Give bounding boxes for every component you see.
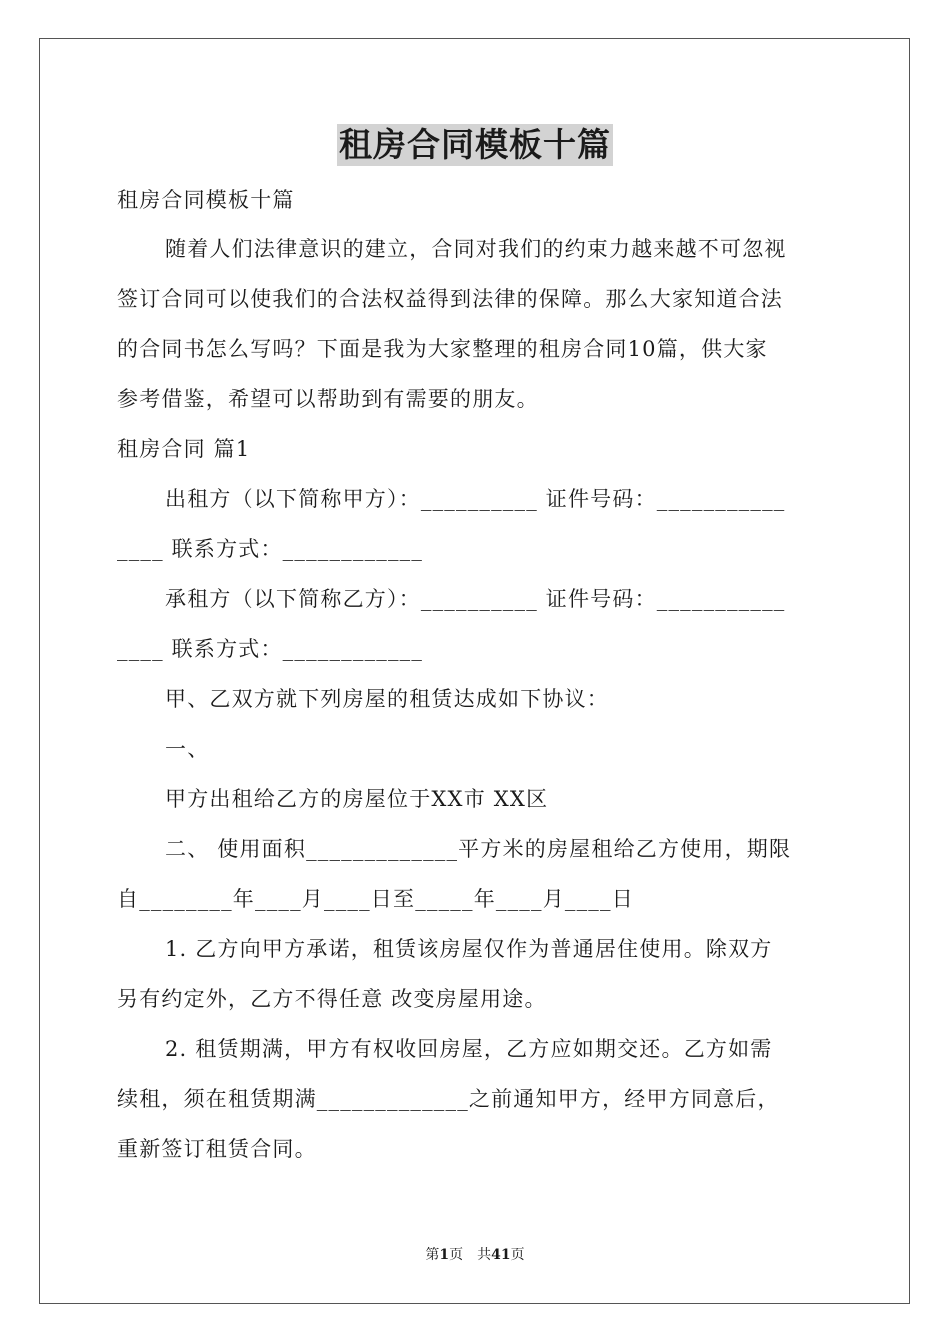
lessee-line: 承租方（以下简称乙方）：__________ 证件号码：___________ xyxy=(165,587,786,611)
intro-line-3: 的合同书怎么写吗？下面是我为大家整理的租房合同10篇，供大家 xyxy=(117,337,768,361)
agreement-intro-line: 甲、乙双方就下列房屋的租赁达成如下协议： xyxy=(165,687,609,711)
lessor-contact-line: ____ 联系方式：____________ xyxy=(117,537,424,561)
lessor-line: 出租方（以下简称甲方）：__________ 证件号码：___________ xyxy=(165,487,786,511)
item-2-line-2: 续租，须在租赁期满_____________之前通知甲方，经甲方同意后， xyxy=(117,1087,780,1111)
footer-prefix: 第 xyxy=(425,1247,440,1263)
clause-1-text: 甲方出租给乙方的房屋位于XX市 XX区 xyxy=(165,787,549,811)
item-2-line-1: 2. 租赁期满，甲方有权收回房屋，乙方应如期交还。乙方如需 xyxy=(165,1037,773,1061)
clause-2-line-1: 二、 使用面积_____________平方米的房屋租给乙方使用，期限 xyxy=(165,837,792,861)
section-heading: 租房合同 篇1 xyxy=(117,437,251,461)
intro-line-4: 参考借鉴，希望可以帮助到有需要的朋友。 xyxy=(117,387,539,411)
subtitle-line: 租房合同模板十篇 xyxy=(117,188,295,212)
intro-line-2: 签订合同可以使我们的合法权益得到法律的保障。那么大家知道合法 xyxy=(117,287,783,311)
document-title xyxy=(0,124,950,166)
footer-page-number: 1 xyxy=(439,1247,450,1263)
lessee-contact-line: ____ 联系方式：____________ xyxy=(117,637,424,661)
page-footer xyxy=(0,1246,950,1264)
intro-line-1: 随着人们法律意识的建立，合同对我们的约束力越来越不可忽视 xyxy=(165,237,787,261)
clause-1-heading: 一、 xyxy=(165,737,210,761)
item-1-line-1: 1. 乙方向甲方承诺，租赁该房屋仅作为普通居住使用。除双方 xyxy=(165,937,773,961)
footer-suffix: 页 xyxy=(510,1247,525,1263)
footer-mid: 页 共 xyxy=(449,1247,492,1263)
footer-total-pages: 41 xyxy=(491,1247,511,1263)
document-title-text: 租房合同模板十篇 xyxy=(339,125,611,164)
item-2-line-3: 重新签订租赁合同。 xyxy=(117,1137,317,1161)
clause-2-line-2: 自________年____月____日至_____年____月____日 xyxy=(117,887,634,911)
page-frame xyxy=(39,38,910,1304)
item-1-line-2: 另有约定外，乙方不得任意 改变房屋用途。 xyxy=(117,987,547,1011)
